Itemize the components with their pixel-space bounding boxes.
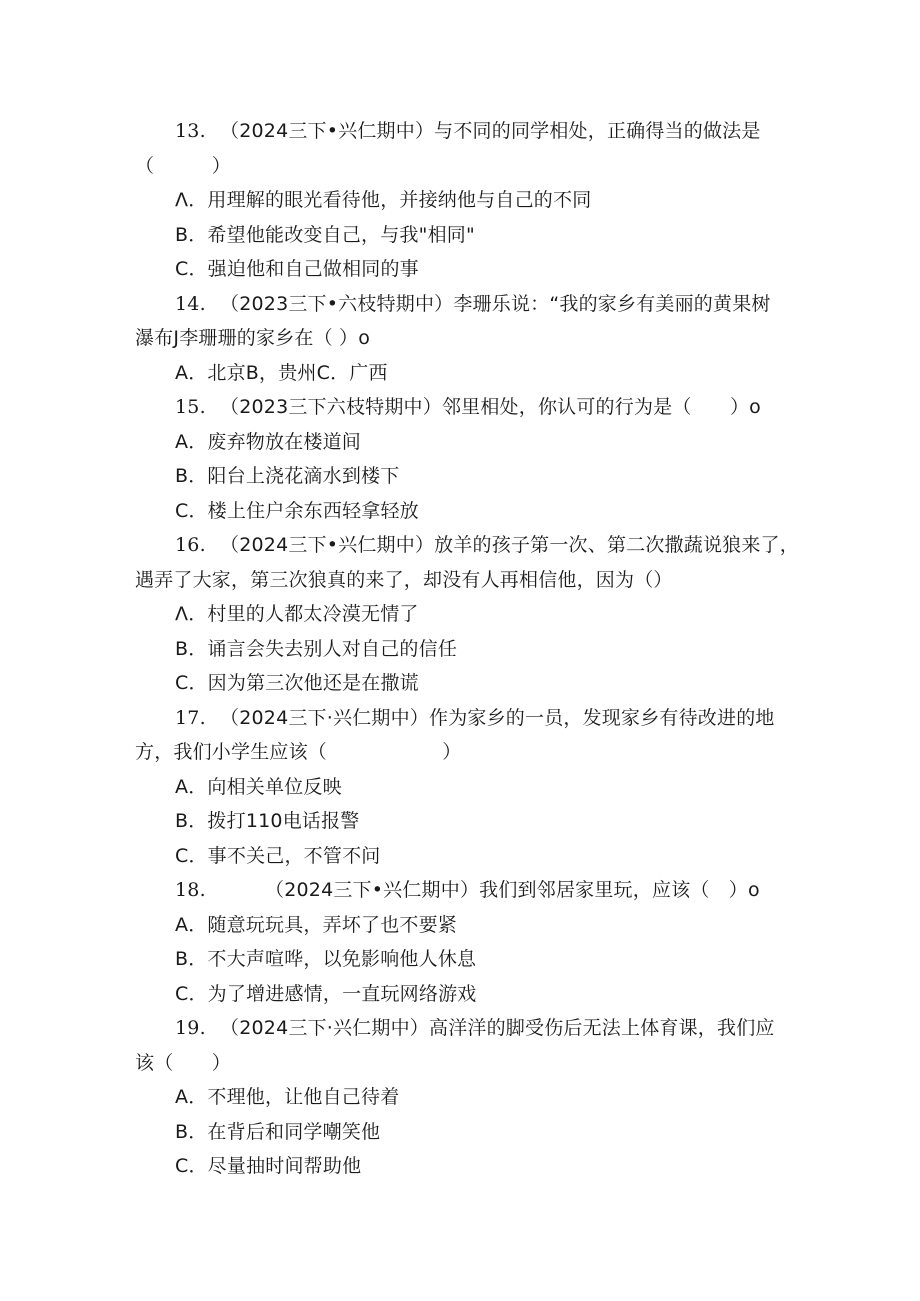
question-18-option-b: B．不大声喧哗，以免影响他人休息 [175, 948, 477, 970]
question-18-option-c: C．为了增进感情，一直玩网络游戏 [175, 983, 477, 1005]
question-19-option-b: B．在背后和同学嘲笑他 [175, 1121, 381, 1143]
question-14-stem-line2: 瀑布J李珊珊的家乡在（ ）o [135, 327, 371, 349]
question-15-stem-line1: （2023三下六枝特期中）邻里相处，你认可的行为是（ ）o [220, 396, 761, 418]
question-16-option-c: C．因为第三次他还是在撒谎 [175, 672, 419, 694]
question-13-option-a: Λ．用理解的眼光看待他，并接纳他与自己的不同 [175, 189, 592, 211]
question-19-option-c: C．尽量抽时间帮助他 [175, 1155, 362, 1177]
question-19-stem-line2: 该（ ） [135, 1052, 232, 1074]
question-18-number: 18. [175, 879, 206, 901]
question-16-stem-line2: 遇弄了大家，第三次狼真的来了，却没有人再相信他，因为（） [135, 569, 673, 591]
question-17-stem-line1: （2024三下·兴仁期中）作为家乡的一员，发现家乡有待改进的地 [220, 707, 775, 729]
question-15-option-a: A．废弃物放在楼道间 [175, 431, 361, 453]
question-13-option-b: B．希望他能改变自己，与我"相同" [175, 224, 475, 246]
question-14-number: 14. [175, 293, 206, 315]
question-17-option-c: C．事不关己，不管不问 [175, 845, 381, 867]
question-19-option-a: A．不理他，让他自己待着 [175, 1086, 400, 1108]
question-19-stem-line1: （2024三下·兴仁期中）高洋洋的脚受伤后无法上体育课，我们应 [220, 1017, 775, 1039]
question-13-number: 13. [175, 120, 206, 142]
question-14-stem-line1: （2023三下•六枝特期中）李珊乐说：“我的家乡有美丽的黄果树 [220, 293, 771, 315]
question-15-option-b: B．阳台上浇花滴水到楼下 [175, 465, 400, 487]
question-16-option-b: B．诵言会失去别人对自己的信任 [175, 638, 458, 660]
question-16-option-a: Λ．村里的人都太冷漠无情了 [175, 603, 419, 625]
question-14-options: A．北京B，贵州C．广西 [175, 362, 388, 384]
question-16-stem-line1: （2024三下•兴仁期中）放羊的孩子第一次、第二次撒蔬说狼来了， [220, 534, 799, 556]
question-17-stem-line2: 方，我们小学生应该（ ） [135, 741, 462, 763]
question-13-stem-line2: （ ） [135, 155, 232, 177]
question-18-option-a: A．随意玩玩具，弄坏了也不要紧 [175, 914, 457, 936]
question-13-option-c: C．强迫他和自己做相同的事 [175, 258, 419, 280]
question-17-option-a: A．向相关单位反映 [175, 776, 342, 798]
question-18-stem-line1: （2024三下•兴仁期中）我们到邻居家里玩，应该（ ）o [265, 879, 760, 901]
question-13-stem-line1: （2024三下•兴仁期中）与不同的同学相处，正确得当的做法是 [220, 120, 761, 142]
question-17-number: 17. [175, 707, 206, 729]
question-16-number: 16. [175, 534, 206, 556]
question-19-number: 19. [175, 1017, 206, 1039]
question-17-option-b: B．拨打110电话报警 [175, 810, 360, 832]
question-15-option-c: C．楼上住户余东西轻拿轻放 [175, 500, 419, 522]
question-15-number: 15. [175, 396, 206, 418]
